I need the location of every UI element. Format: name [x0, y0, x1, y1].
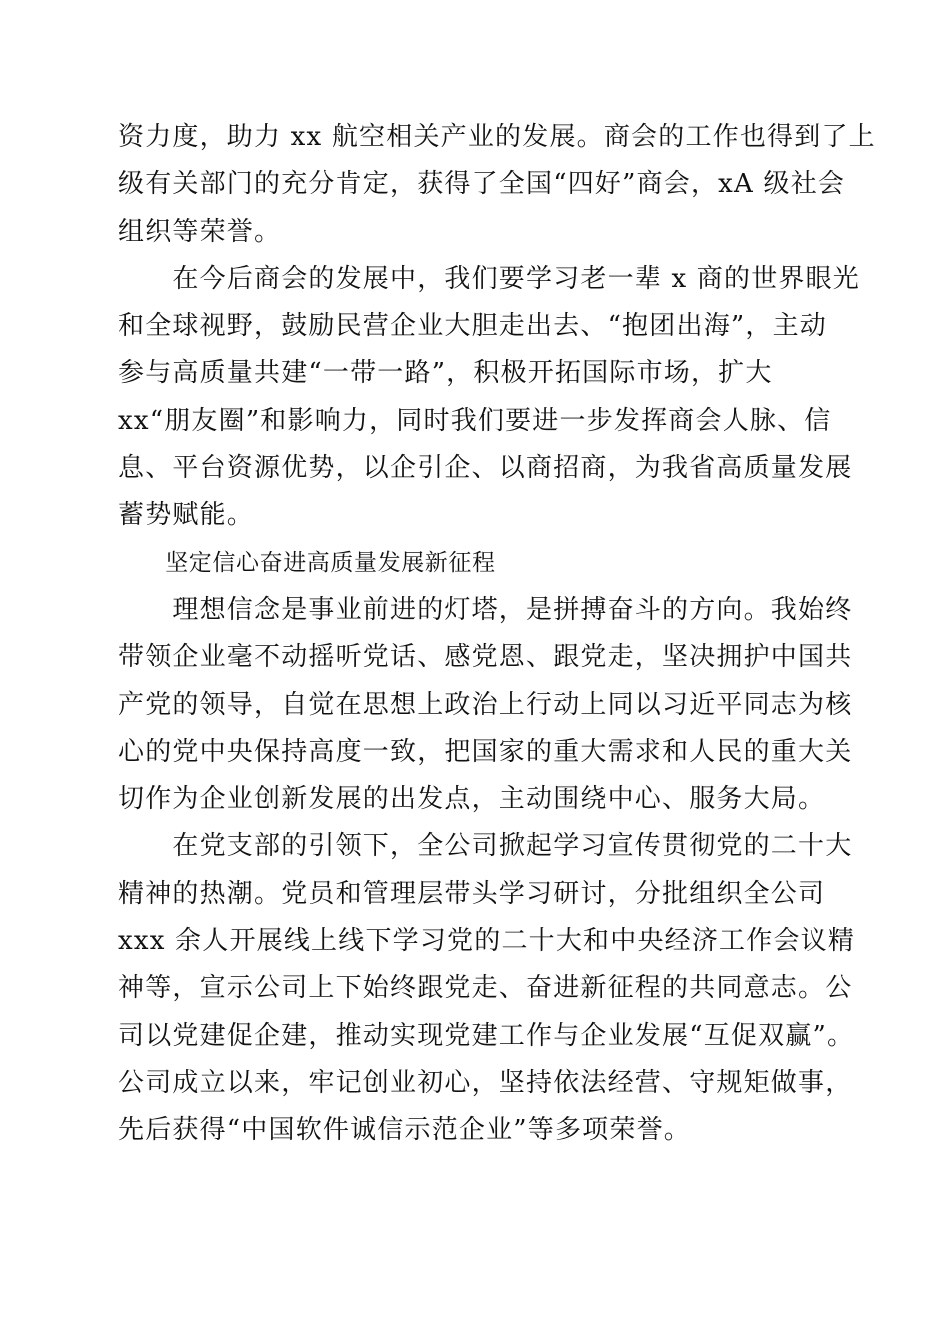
text-line-18: xxx 余人开展线上线下学习党的二十大和中央经济工作会议精	[118, 926, 856, 957]
text-line-22: 先后获得“中国软件诚信示范企业”等多项荣誉。	[118, 1115, 691, 1146]
document-body	[118, 114, 876, 1155]
text-line-3: 组织等荣誉。	[118, 216, 282, 247]
text-line-14: 心的党中央保持高度一致，把国家的重大需求和人民的重大关	[118, 736, 853, 767]
text-line-9: 蓄势赋能。	[118, 500, 255, 531]
text-line-15: 切作为企业创新发展的出发点，主动围绕中心、服务大局。	[118, 784, 826, 815]
text-line-19: 神等，宣示公司上下始终跟党走、奋进新征程的共同意志。公	[118, 973, 853, 1004]
text-line-17: 精神的热潮。党员和管理层带头学习研讨，分批组织全公司	[118, 878, 826, 909]
text-line-7: xx“朋友圈”和影响力，同时我们要进一步发挥商会人脉、信	[118, 405, 832, 436]
text-line-13: 产党的领导，自觉在思想上政治上行动上同以习近平同志为核	[118, 689, 853, 720]
text-line-6: 参与高质量共建“一带一路”，积极开拓国际市场，扩大	[118, 358, 773, 389]
text-line-12: 带领企业毫不动摇听党话、感党恩、跟党走，坚决拥护中国共	[118, 642, 853, 673]
text-line-4: 在今后商会的发展中，我们要学习老一辈 x 商的世界眼光	[118, 263, 860, 294]
text-line-2: 级有关部门的充分肯定，获得了全国“四好”商会，xA 级社会	[118, 169, 846, 200]
text-line-8: 息、平台资源优势，以企引企、以商招商，为我省高质量发展	[118, 453, 853, 484]
section-heading: 坚定信心奋进高质量发展新征程	[118, 549, 496, 576]
text-line-1: 资力度，助力 xx 航空相关产业的发展。商会的工作也得到了上	[118, 122, 876, 152]
text-line-21: 公司成立以来，牢记创业初心，坚持依法经营、守规矩做事，	[118, 1067, 853, 1098]
text-line-11: 理想信念是事业前进的灯塔，是拼搏奋斗的方向。我始终	[118, 594, 853, 625]
text-line-20: 司以党建促企建，推动实现党建工作与企业发展“互促双赢”。	[118, 1020, 855, 1051]
text-line-16: 在党支部的引领下，全公司掀起学习宣传贯彻党的二十大	[118, 831, 853, 862]
text-line-5: 和全球视野，鼓励民营企业大胆走出去、“抱团出海”，主动	[118, 311, 827, 342]
